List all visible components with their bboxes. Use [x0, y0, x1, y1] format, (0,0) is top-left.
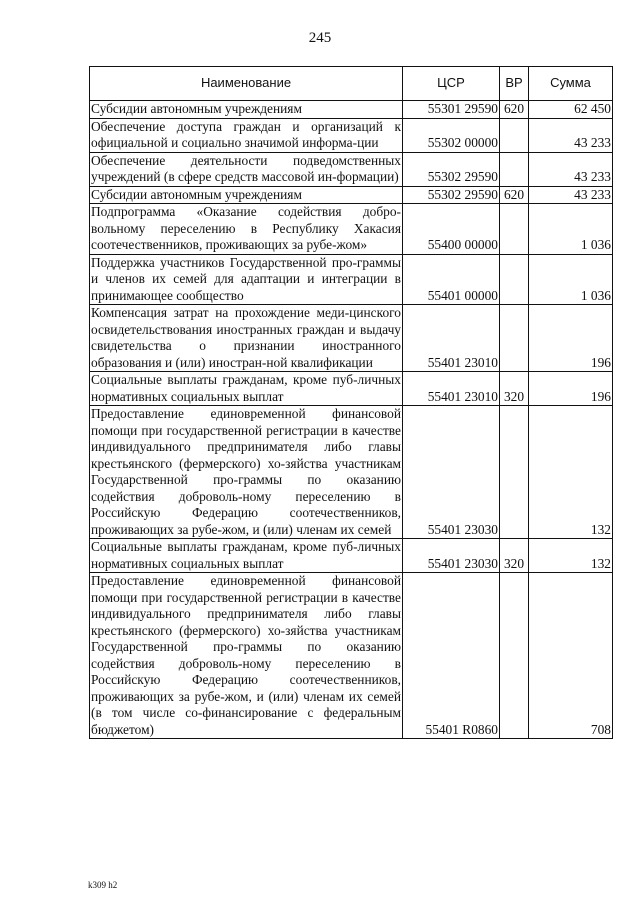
table-row [90, 573, 613, 739]
row-name: Субсидии автономным учреждениям [90, 186, 403, 204]
header-vr: ВР [500, 67, 529, 101]
row-csr: 55302 29590 [403, 186, 500, 204]
row-sum: 132 [529, 406, 613, 539]
row-sum: 1 036 [529, 204, 613, 255]
row-csr: 55401 00000 [403, 254, 500, 305]
row-name: Предоставление единовременной финансовой помощи при государственной регистрации в качестве индивидуального предпринимателя либо главы крестьянского (фермерского) хо-зяйства участникам Государственной про-граммы по оказанию содействия доброволь-ному переселению в Российскую Федерацию соотечественников, проживающих за рубе-жом, и (или) членам их семей (в том числе со-финансирование с федеральным бюджетом) [91, 573, 401, 737]
row-name: Поддержка участников Государственной про-граммы и членов их семей для адаптации и интеграции в принимающее сообщество [91, 254, 401, 303]
row-sum: 132 [529, 539, 613, 573]
table-header-row [90, 67, 613, 101]
row-vr [500, 118, 529, 152]
row-vr [500, 204, 529, 255]
row-name: Обеспечение доступа граждан и организаций к официальной и социально значимой информа-ции [91, 118, 401, 150]
row-csr: 55401 R0860 [403, 573, 500, 739]
page-number: 245 [308, 30, 332, 46]
row-sum: 43 233 [529, 186, 613, 204]
row-csr: 55401 23030 [403, 539, 500, 573]
row-csr: 55302 29590 [403, 152, 500, 186]
table-row [90, 406, 613, 539]
row-sum: 62 450 [529, 101, 613, 119]
row-name: Подпрограмма «Оказание содействия добро-вольному переселению в Республику Хакасия соотечественников, проживающих за рубе-жом» [91, 204, 401, 252]
table-row [90, 118, 613, 152]
row-vr [500, 573, 529, 739]
row-name: Социальные выплаты гражданам, кроме пуб-личных нормативных социальных выплат [91, 539, 401, 571]
table-row [90, 101, 613, 119]
table-row [90, 372, 613, 406]
row-vr: 320 [500, 372, 529, 406]
row-sum: 43 233 [529, 118, 613, 152]
row-sum: 196 [529, 372, 613, 406]
row-sum: 196 [529, 305, 613, 372]
row-name: Социальные выплаты гражданам, кроме пуб-личных нормативных социальных выплат [91, 372, 401, 404]
document-code: k309 h2 [88, 880, 118, 890]
budget-table [89, 66, 613, 739]
row-name: Субсидии автономным учреждениям [90, 101, 403, 119]
header-name: Наименование [90, 67, 403, 101]
table-row [90, 539, 613, 573]
header-csr: ЦСР [403, 67, 500, 101]
row-vr [500, 406, 529, 539]
row-csr: 55401 23010 [403, 305, 500, 372]
row-vr [500, 152, 529, 186]
row-csr: 55401 23010 [403, 372, 500, 406]
row-csr: 55302 00000 [403, 118, 500, 152]
table-row [90, 186, 613, 204]
row-csr: 55301 29590 [403, 101, 500, 119]
row-vr: 320 [500, 539, 529, 573]
row-sum: 708 [529, 573, 613, 739]
row-vr [500, 254, 529, 305]
row-vr [500, 305, 529, 372]
row-sum: 1 036 [529, 254, 613, 305]
row-vr: 620 [500, 101, 529, 119]
row-csr: 55401 23030 [403, 406, 500, 539]
row-name: Обеспечение деятельности подведомственных учреждений (в сфере средств массовой ин-формации) [91, 152, 401, 184]
table-row [90, 152, 613, 186]
row-name: Предоставление единовременной финансовой помощи при государственной регистрации в качестве индивидуального предпринимателя либо главы крестьянского (фермерского) хо-зяйства участникам Государственной про-граммы по оказанию содействия доброволь-ному переселению в Российскую Федерацию соотечественников, проживающих за рубе-жом, и (или) членам их семей [91, 406, 401, 537]
row-name: Компенсация затрат на прохождение меди-цинского освидетельствования иностранных граждан и выдачу свидетельства о признании иностранного образования и (или) иностран-ной квалификации [91, 305, 401, 370]
row-sum: 43 233 [529, 152, 613, 186]
header-sum: Сумма [529, 67, 613, 101]
table-row [90, 305, 613, 372]
row-csr: 55400 00000 [403, 204, 500, 255]
table-row [90, 204, 613, 255]
row-vr: 620 [500, 186, 529, 204]
table-row [90, 254, 613, 305]
